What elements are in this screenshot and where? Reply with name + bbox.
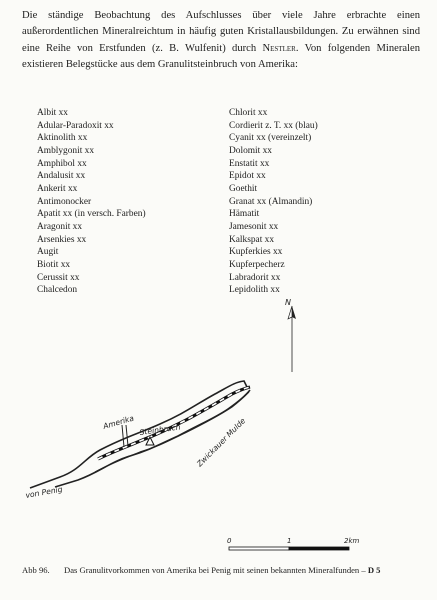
- mineral-item: Apatit xx (in versch. Farben): [37, 209, 146, 220]
- mineral-item: Albit xx: [37, 108, 68, 118]
- label-von-penig: von Penig: [24, 484, 64, 500]
- mineral-item: Epidot xx: [229, 171, 266, 182]
- mineral-item: Kalkspat xx: [229, 234, 275, 245]
- mineral-list-left: [37, 107, 146, 297]
- mineral-item: Granat xx (Almandin): [229, 196, 313, 207]
- mineral-item: Aragonit xx: [37, 221, 83, 232]
- north-arrow-icon: [288, 306, 296, 372]
- caption-body: [64, 565, 420, 576]
- mineral-item: Cerussit xx: [37, 272, 80, 283]
- north-label: N: [285, 298, 291, 307]
- mineral-item: Kupferkies xx: [229, 247, 283, 258]
- mineral-item: Kupferpecherz: [229, 259, 285, 270]
- mineral-item: Arsenkies xx: [37, 234, 87, 245]
- intro-paragraph: [22, 8, 420, 73]
- mineral-item: Cyanit xx (vereinzelt): [229, 133, 312, 144]
- mineral-item: Cordierit z. T. xx (blau): [229, 120, 318, 131]
- caption-number: Abb 96.: [22, 565, 50, 575]
- caption-text: Das Granulitvorkommen von Amerika bei Penig mit seinen bekannten Mineralfunden –: [64, 565, 366, 575]
- mineral-item: Chalcedon: [37, 285, 78, 296]
- scale-label-2km: 2km: [344, 537, 360, 545]
- scale-label-1: 1: [287, 537, 292, 545]
- mineral-item: Andalusit xx: [37, 171, 86, 182]
- intro-text-2: . Von folgenden Mineralen existieren Belegstücke aus dem Granulitsteinbruch von Amerika:: [22, 42, 420, 70]
- mineral-item: Goethit: [229, 183, 258, 194]
- mineral-item: Ankerit xx: [37, 183, 78, 194]
- mineral-list-right: [229, 107, 318, 297]
- location-map: [0, 290, 437, 565]
- mineral-item: Aktinolith xx: [37, 133, 88, 144]
- mineral-item: Lepidolith xx: [229, 285, 280, 296]
- mineral-item: Biotit xx: [37, 259, 71, 270]
- mineral-item: Augit: [37, 247, 59, 258]
- scale-bar: [229, 547, 349, 550]
- mineral-item: Amblygonit xx: [37, 145, 95, 156]
- mineral-item: Chlorit xx: [229, 108, 268, 118]
- intro-text-1: Die ständige Beobachtung des Aufschlusses über viele Jahre erbrachte einen außerordentlichen Mineralreichtum in häufig guten Kristallausbildungen. Zu erwähnen sind eine Reihe von Erstfunden (z. B. Wulfenit) durch: [22, 10, 420, 54]
- mineral-item: Jamesonit xx: [229, 221, 279, 232]
- mineral-item: Antimonocker: [37, 196, 92, 207]
- mineral-item: Dolomit xx: [229, 145, 272, 156]
- mineral-item: Hämatit: [229, 209, 260, 220]
- author-name: Nestler: [262, 42, 296, 54]
- scale-label-0: 0: [227, 537, 232, 545]
- mineral-item: Enstatit xx: [229, 158, 270, 169]
- caption-ref: D 5: [367, 565, 381, 575]
- mineral-item: Labradorit xx: [229, 272, 281, 283]
- label-amerika: Amerika: [102, 413, 135, 431]
- label-zwickauer-mulde: Zwickauer Mulde: [195, 416, 248, 469]
- road-line: [122, 425, 124, 447]
- mineral-item: Amphibol xx: [37, 158, 87, 169]
- mineral-item: Adular-Paradoxit xx: [37, 120, 114, 131]
- label-steinbruch: Steinbruch: [139, 422, 182, 437]
